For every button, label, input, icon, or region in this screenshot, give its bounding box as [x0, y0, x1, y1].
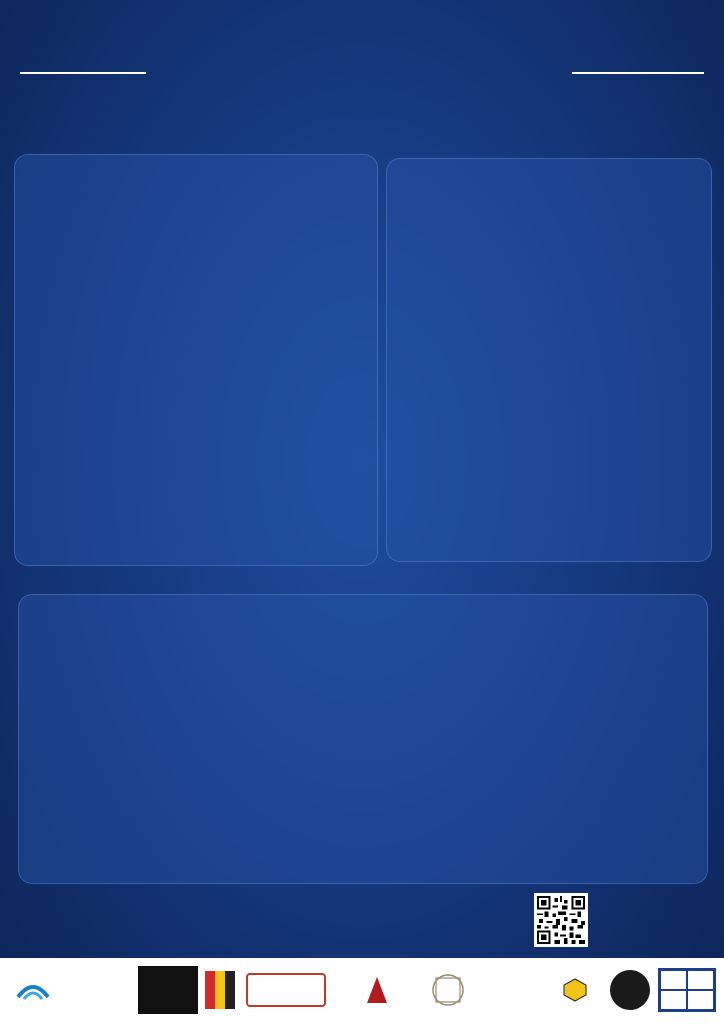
uepg-logo [64, 966, 134, 1014]
unicentro-logo [546, 966, 604, 1014]
ppge-logo [656, 966, 718, 1014]
hibridas-panel [386, 158, 712, 562]
uem-logo [334, 966, 422, 1014]
capes-logo [6, 966, 60, 1014]
remotas-panel [14, 154, 378, 566]
ppgem-logo [608, 966, 652, 1014]
pcm-logo [470, 966, 540, 1014]
sponsor-logos [0, 958, 724, 1024]
qr-code-icon[interactable] [534, 893, 588, 947]
title-rule-right [572, 72, 704, 74]
ecem-logo [244, 966, 328, 1014]
poster-title [0, 20, 724, 61]
title-rule-left [20, 72, 146, 74]
presenciais-panel [18, 594, 708, 884]
interarc-logo [138, 966, 198, 1014]
dearte-logo [202, 966, 238, 1014]
vitruvian-logo [428, 966, 468, 1014]
